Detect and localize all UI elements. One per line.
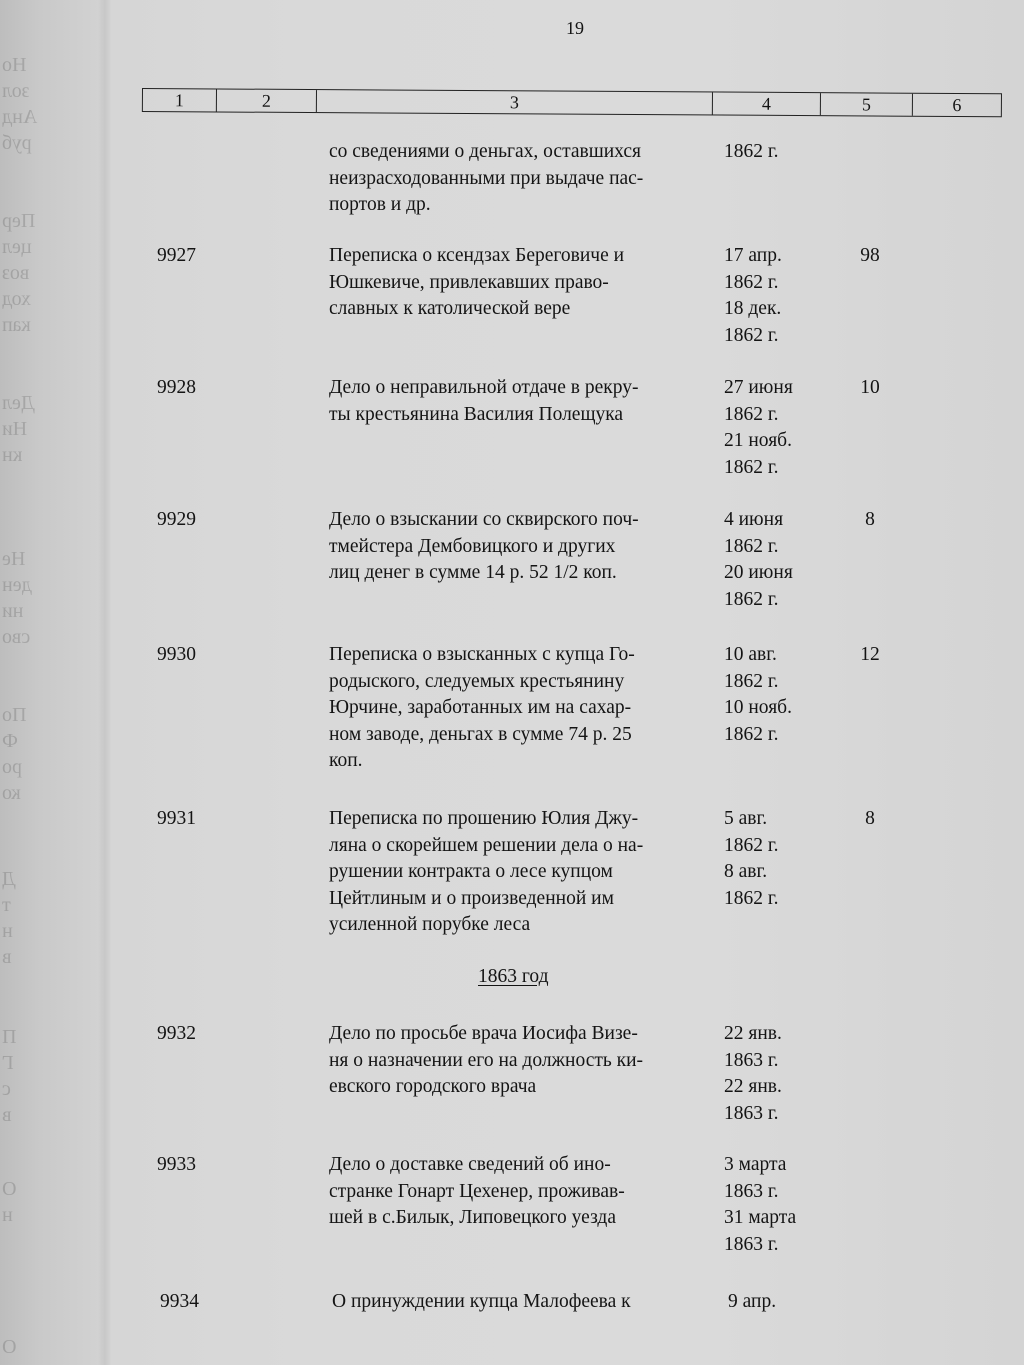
date-line: 27 июня: [724, 377, 793, 398]
bleed-line: Не: [2, 548, 26, 570]
bleed-line: цел: [2, 236, 32, 258]
entry-dates: [724, 642, 834, 748]
desc-line: родыского, следуемых крестьянину: [329, 670, 625, 692]
page-number: 19: [566, 18, 584, 38]
entry-sheet-count: 12: [860, 644, 880, 665]
entry-description: [329, 507, 714, 587]
entry-description: [329, 1152, 714, 1232]
desc-line: тмейстера Дембовицкого и других: [329, 535, 616, 557]
entry-dates: [724, 1152, 834, 1258]
entry-description: [329, 806, 714, 939]
bleed-line: Дел: [2, 392, 35, 414]
date-line: 1862 г.: [724, 271, 779, 293]
desc-line: Дело о неправильной отдаче в рекру-: [329, 377, 639, 398]
desc-line: Переписка о ксендзах Береговиче и: [329, 245, 625, 266]
date-line: 9 апр.: [728, 1291, 777, 1312]
facing-page-bleed-through: [0, 0, 100, 1365]
bleed-line: Д: [2, 868, 16, 890]
desc-line: славных к католической вере: [329, 298, 571, 319]
desc-line: евского городского врача: [329, 1076, 537, 1097]
bleed-line: в: [2, 1104, 12, 1126]
bleed-line: О: [2, 1178, 17, 1200]
bleed-line: По: [2, 704, 27, 726]
date-line: 21 нояб.: [724, 430, 792, 451]
date-line: 10 нояб.: [724, 697, 792, 718]
column-header-1: 1: [143, 89, 217, 111]
desc-line: лиц денег в сумме 14 р. 52 1/2 коп.: [329, 562, 617, 583]
bleed-line: в: [2, 946, 12, 968]
entry-sheet-count: 8: [865, 509, 875, 530]
date-line: 8 авг.: [724, 861, 768, 882]
entry-sheet-count: 10: [860, 377, 880, 398]
column-header-4: 4: [713, 92, 821, 115]
bleed-line: Анд: [2, 106, 38, 128]
date-line: 4 июня: [724, 509, 784, 530]
desc-line: со сведениями о деньгах, оставшихся: [329, 141, 641, 162]
desc-line: ном заводе, деньгах в сумме 74 р. 25: [329, 723, 632, 745]
desc-line: Дело о доставке сведений об ино-: [329, 1154, 611, 1175]
date-line: 22 янв.: [724, 1076, 782, 1097]
bleed-line: ход: [2, 288, 31, 310]
bleed-line: Пер: [2, 210, 36, 232]
entry-sheet-count: 8: [865, 808, 875, 829]
date-line: 1863 г.: [724, 1180, 779, 1202]
date-line: 20 июня: [724, 562, 793, 583]
desc-line: неизрасходованными при выдаче пас-: [329, 167, 644, 189]
date-line: 22 янв.: [724, 1023, 782, 1044]
entry-sheet-count: 98: [860, 245, 880, 266]
bleed-line: Г: [2, 1052, 14, 1074]
entry-description: [329, 139, 714, 219]
bleed-line: воз: [2, 262, 30, 284]
date-line: 1862 г.: [724, 403, 779, 425]
entry-number: 9927: [157, 245, 196, 266]
bleed-line: руб: [2, 132, 32, 154]
column-header-5: 5: [821, 93, 913, 116]
bleed-line: т: [2, 894, 11, 916]
entry-dates: [724, 243, 834, 349]
entry-number: 9928: [157, 377, 196, 398]
date-line: 1863 г.: [724, 1233, 779, 1255]
entry-dates: [724, 139, 834, 166]
entry-number: 9929: [157, 509, 196, 530]
desc-line: Цейтлиным и о произведенной им: [329, 887, 614, 909]
book-spine-shadow: [98, 0, 112, 1365]
date-line: 1862 г.: [724, 723, 779, 745]
column-header-2: 2: [217, 89, 317, 112]
entry-number: 9930: [157, 644, 196, 665]
entry-number: 9931: [157, 808, 196, 829]
entry-number: 9934: [160, 1291, 199, 1312]
entry-dates: [724, 507, 834, 613]
column-header-3: 3: [317, 90, 713, 114]
entry-dates: [728, 1289, 838, 1316]
desc-line: О принуждении купца Малофеева к: [332, 1291, 631, 1312]
entry-description: [329, 375, 714, 428]
date-line: 1863 г.: [724, 1102, 779, 1124]
bleed-line: кн: [2, 444, 23, 466]
date-line: 10 авг.: [724, 644, 777, 665]
bleed-line: П: [2, 1026, 17, 1048]
bleed-line: Ф: [2, 730, 18, 752]
desc-line: усиленной порубке леса: [329, 914, 531, 935]
bleed-line: н: [2, 1204, 13, 1226]
date-line: 17 апр.: [724, 245, 782, 266]
desc-line: Юрчине, заработанных им на сахар-: [329, 697, 632, 718]
desc-line: Дело о взыскании со сквирского поч-: [329, 509, 639, 530]
date-line: 1863 г.: [724, 1049, 779, 1071]
bleed-line: О: [2, 1336, 17, 1358]
desc-line: Переписка по прошению Юлия Джу-: [329, 808, 639, 829]
date-line: 1862 г.: [724, 456, 779, 478]
bleed-line: ко: [2, 782, 21, 804]
desc-line: странке Гонарт Цехенер, проживав-: [329, 1180, 625, 1202]
bleed-line: Ни: [2, 418, 28, 440]
entry-number: 9933: [157, 1154, 196, 1175]
bleed-line: ни: [2, 600, 24, 622]
bleed-line: с: [2, 1078, 11, 1100]
desc-line: шей в с.Билык, Липовецкого уезда: [329, 1207, 616, 1228]
bleed-line: Но: [2, 54, 27, 76]
entry-description: [329, 642, 714, 775]
date-line: 5 авг.: [724, 808, 768, 829]
date-line: 1862 г.: [724, 588, 779, 610]
desc-line: Дело по просьбе врача Иосифа Визе-: [329, 1023, 638, 1044]
desc-line: Юшкевиче, привлекавших право-: [329, 271, 609, 293]
date-line: 18 дек.: [724, 298, 782, 319]
date-line: 1862 г.: [724, 887, 779, 909]
entry-dates: [724, 806, 834, 912]
entry-description: [329, 243, 714, 323]
date-line: 3 марта: [724, 1154, 787, 1175]
entry-description: [332, 1289, 717, 1316]
desc-line: Переписка о взысканных с купца Го-: [329, 644, 635, 665]
year-section-heading: 1863 год: [478, 966, 549, 987]
date-line: 1862 г.: [724, 141, 779, 162]
desc-line: рушении контракта о лесе купцом: [329, 861, 613, 882]
date-line: 1862 г.: [724, 535, 779, 557]
desc-line: ляна о скорейшем решении дела о на-: [329, 834, 644, 856]
entry-dates: [724, 375, 834, 481]
bleed-line: зол: [2, 80, 30, 102]
column-header-6: 6: [952, 94, 962, 115]
date-line: 1862 г.: [724, 834, 779, 856]
bleed-line: ден: [2, 574, 32, 596]
entry-number: 9932: [157, 1023, 196, 1044]
desc-line: ня о назначении его на должность ки-: [329, 1049, 644, 1071]
entry-description: [329, 1021, 714, 1101]
date-line: 31 марта: [724, 1207, 797, 1228]
date-line: 1862 г.: [724, 324, 779, 346]
bleed-line: сво: [2, 626, 31, 648]
bleed-line: кап: [2, 314, 31, 336]
date-line: 1862 г.: [724, 670, 779, 692]
bleed-line: н: [2, 920, 13, 942]
entry-dates: [724, 1021, 834, 1127]
desc-line: портов и др.: [329, 194, 431, 215]
desc-line: ты крестьянина Василия Полещука: [329, 403, 624, 425]
column-number-header: [142, 88, 1002, 117]
desc-line: коп.: [329, 750, 363, 771]
bleed-line: ро: [2, 756, 22, 778]
